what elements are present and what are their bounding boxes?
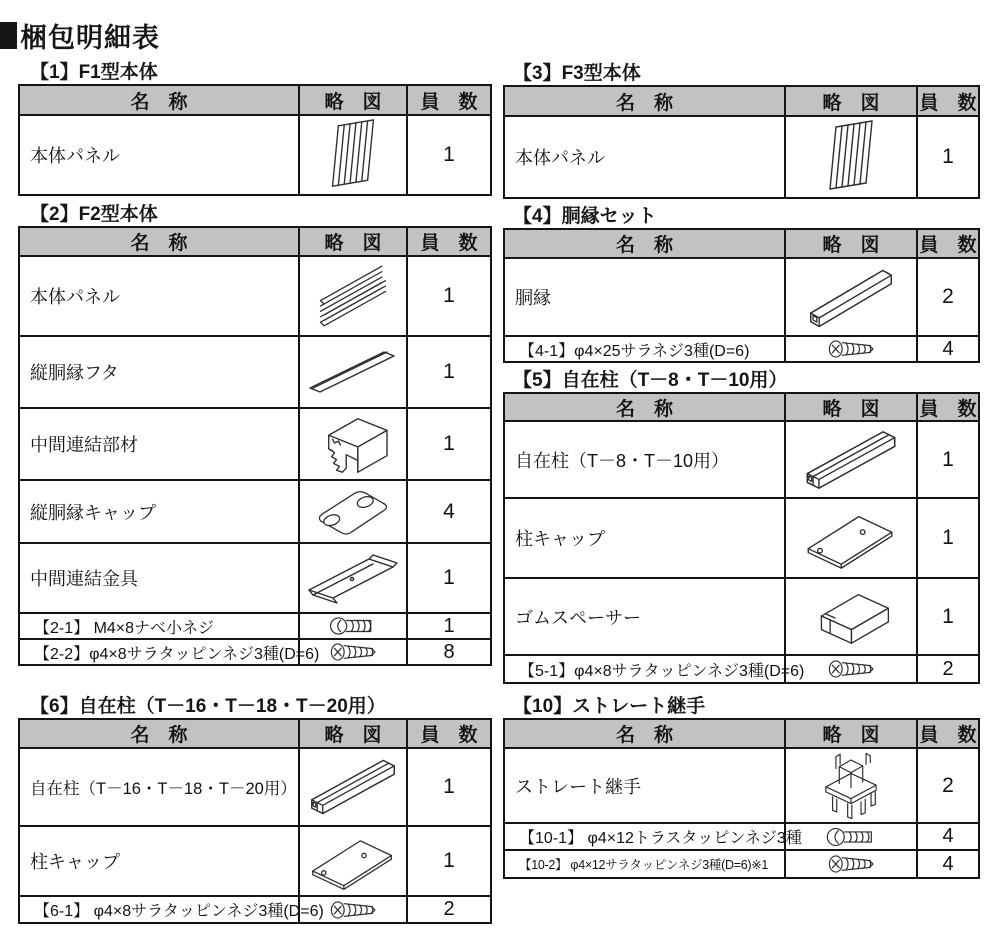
part-name: 【5-1】φ4×8サラタッピンネジ3種(D=6) [519,662,805,680]
header-sketch: 略 図 [298,86,406,114]
header-name: 名 称 [130,233,188,254]
sketch-cell [784,579,916,654]
c-channel-icon [309,410,397,478]
header-qty: 員 数 [916,230,978,257]
table-6 [18,718,492,924]
table-row [20,114,490,194]
table-3-label: 【3】F3型本体 [513,63,641,84]
part-qty: 4 [916,337,978,361]
cover-strip-icon [304,344,402,400]
table-row [505,497,978,577]
panel-vertical-slats-icon [822,119,880,195]
header-qty: 員 数 [916,394,978,420]
part-name: 【10-2】 φ4×12サラタッピンネジ3種(D=6)※1 [519,858,769,872]
sketch-cell [784,117,916,197]
sketch-cell [298,640,406,664]
table-row [505,822,978,849]
table-row [505,654,978,682]
page-title-text: 梱包明細表 [20,23,160,53]
table-1 [18,84,492,196]
part-name: 本体パネル [30,287,120,307]
sketch-cell [298,827,406,895]
part-qty: 2 [916,656,978,682]
sketch-cell [298,337,406,407]
panel-stacked-slats-icon [308,259,398,333]
table-row [20,825,490,895]
table-6-label: 【6】自在柱（T－16・T－18・T－20用） [30,696,386,717]
part-name: 【10-1】 φ4×12トラスタッピンネジ3種 [519,830,802,847]
table-4-label: 【4】胴縁セット [513,206,657,227]
flat-plate-icon [304,829,402,893]
part-name: ゴムスペーサー [515,607,641,628]
square-tube-icon [796,260,906,334]
table-row [20,407,490,479]
part-name: ストレート継手 [515,776,641,797]
part-qty: 1 [406,257,490,335]
sketch-cell [784,824,916,849]
table-header-row [505,720,978,747]
part-name: 中間連結部材 [30,435,138,455]
part-name: 胴縁 [515,288,551,308]
table-row [20,542,490,612]
part-qty: 1 [406,337,490,407]
header-qty: 員 数 [406,228,490,255]
channel-bar-icon [795,425,907,495]
header-name: 名 称 [615,398,673,420]
sketch-cell [784,259,916,335]
table-row [20,255,490,335]
table-row [20,895,490,922]
header-sketch: 略 図 [784,720,916,747]
header-qty: 員 数 [406,86,490,114]
part-qty: 1 [916,422,978,497]
flat-head-screw-icon [324,899,382,921]
table-row [505,747,978,822]
part-qty: 4 [916,824,978,849]
part-name: 自在柱（T－16・T－18・T－20用） [30,780,297,798]
part-name: 柱キャップ [30,852,120,872]
table-10 [503,718,980,879]
sketch-cell [298,116,406,194]
header-sketch: 略 図 [298,720,406,747]
part-qty: 4 [916,851,978,877]
table-4 [503,228,980,363]
straight-joint-connector-icon [811,750,891,822]
part-qty: 1 [406,614,490,638]
cap-plate-two-holes-icon [307,483,399,541]
header-qty: 員 数 [916,720,978,747]
part-qty: 1 [406,409,490,479]
part-name: 【6-1】 φ4×8サラタッピンネジ3種(D=6) [34,903,324,920]
sketch-cell [784,749,916,822]
part-name: 縦胴縁フタ [30,363,119,383]
sketch-cell [784,851,916,877]
header-sketch: 略 図 [298,228,406,255]
table-header-row [505,394,978,420]
part-qty: 2 [406,897,490,922]
table-2-label: 【2】F2型本体 [30,204,158,225]
table-5 [503,392,980,684]
table-row [20,747,490,825]
sketch-cell [298,257,406,335]
part-qty: 1 [406,827,490,895]
table-row [505,577,978,654]
rubber-block-icon [804,584,898,650]
table-row [20,335,490,407]
header-qty: 員 数 [916,87,978,115]
part-qty: 1 [406,116,490,194]
part-qty: 1 [916,499,978,577]
sketch-cell [784,422,916,497]
part-qty: 2 [916,259,978,335]
page-title [0,16,160,55]
sketch-cell [784,337,916,361]
header-name: 名 称 [130,91,188,113]
sketch-cell [784,499,916,577]
part-qty: 1 [406,544,490,612]
part-qty: 1 [916,579,978,654]
sketch-cell [298,897,406,922]
header-name: 名 称 [615,92,673,114]
part-qty: 4 [406,481,490,542]
table-header-row [20,228,490,255]
sketch-cell [298,544,406,612]
table-10-label: 【10】ストレート継手 [513,696,706,717]
channel-bar-icon [301,754,405,820]
flat-head-screw-icon [822,658,880,680]
part-name: 本体パネル [30,146,120,166]
part-name: 自在柱（T－8・T－10用） [515,450,730,471]
table-row [20,612,490,638]
table-row [20,638,490,664]
part-name: 本体パネル [515,148,605,168]
header-qty: 員 数 [406,720,490,747]
part-qty: 8 [406,640,490,664]
part-name: 縦胴縁キャップ [30,502,156,523]
part-name: 柱キャップ [515,529,605,549]
pan-head-screw-icon [324,615,382,637]
table-header-row [505,230,978,257]
panel-vertical-slats-icon [324,118,382,192]
table-3 [503,85,980,199]
part-qty: 1 [916,117,978,197]
sketch-cell [298,749,406,825]
flat-head-screw-icon [324,641,382,663]
table-header-row [20,720,490,747]
title-square-marker [0,22,17,49]
table-row [505,115,978,197]
table-row [505,257,978,335]
table-1-label: 【1】F1型本体 [30,62,158,83]
flat-head-screw-icon [822,338,880,360]
part-name: 【2-2】φ4×8サラタッピンネジ3種(D=6) [34,645,320,663]
sketch-cell [298,481,406,542]
table-header-row [20,86,490,114]
sketch-cell [298,614,406,638]
table-2 [18,226,492,666]
table-row [20,479,490,542]
part-qty: 2 [916,749,978,822]
sketch-cell [298,409,406,479]
header-name: 名 称 [615,725,673,746]
table-row [505,420,978,497]
table-row [505,849,978,877]
part-name: 【4-1】φ4×25サラネジ3種(D=6) [519,342,750,360]
part-name: 中間連結金具 [30,569,138,589]
table-row [505,335,978,361]
joint-plate-icon [303,548,403,608]
flat-head-screw-icon [822,853,880,875]
header-sketch: 略 図 [784,394,916,420]
part-qty: 1 [406,749,490,825]
header-name: 名 称 [615,235,673,256]
sketch-cell [784,656,916,682]
header-name: 名 称 [130,725,188,746]
header-sketch: 略 図 [784,87,916,115]
part-name: 【2-1】 M4×8ナベ小ネジ [34,619,215,637]
flat-plate-icon [800,504,902,572]
header-sketch: 略 図 [784,230,916,257]
table-header-row [505,87,978,115]
table-5-label: 【5】自在柱（T－8・T－10用） [513,370,788,391]
truss-head-screw-icon [821,826,881,848]
